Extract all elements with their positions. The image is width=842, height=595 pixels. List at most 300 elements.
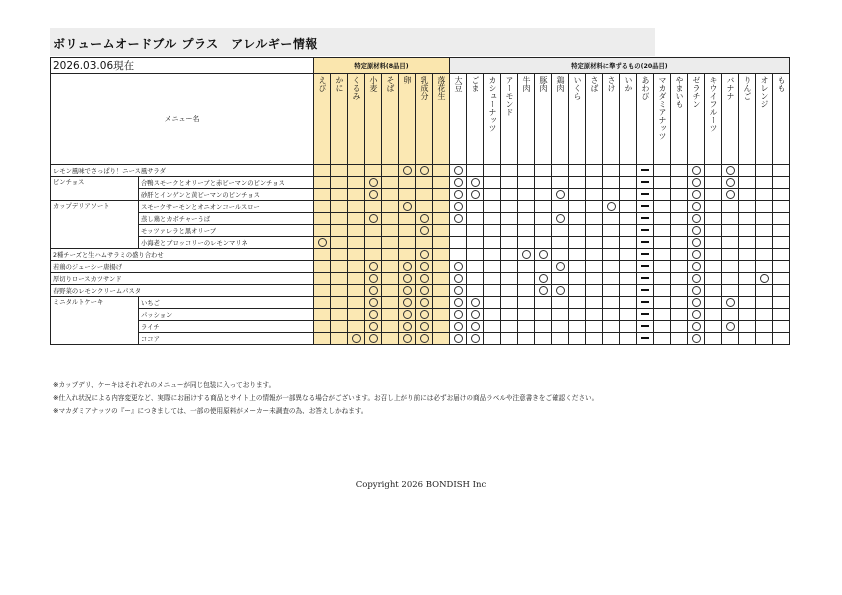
allergen-cell bbox=[450, 165, 467, 177]
allergen-cell bbox=[552, 261, 569, 273]
allergen-cell bbox=[688, 225, 705, 237]
allergen-cell bbox=[756, 237, 773, 249]
allergen-cell bbox=[518, 273, 535, 285]
table-row bbox=[51, 261, 790, 273]
allergen-label: やまいも bbox=[675, 76, 684, 108]
allergen-cell bbox=[314, 165, 331, 177]
allergen-cell bbox=[348, 273, 365, 285]
allergen-cell bbox=[552, 225, 569, 237]
contains-circle-icon bbox=[539, 250, 548, 259]
contains-circle-icon bbox=[454, 310, 463, 319]
allergen-label: 落花生 bbox=[437, 76, 446, 100]
allergen-cell bbox=[620, 177, 637, 189]
allergen-cell bbox=[467, 177, 484, 189]
allergen-cell bbox=[331, 273, 348, 285]
allergen-cell bbox=[671, 249, 688, 261]
allergen-cell bbox=[620, 249, 637, 261]
allergen-header bbox=[467, 74, 484, 165]
allergen-cell bbox=[654, 285, 671, 297]
menu-item: 蒸し鶏とカボチャーうば bbox=[139, 213, 314, 225]
contains-circle-icon bbox=[471, 310, 480, 319]
copyright: Copyright 2026 BONDISH Inc bbox=[355, 480, 487, 490]
allergen-cell bbox=[739, 249, 756, 261]
contains-circle-icon bbox=[692, 166, 701, 175]
allergen-cell bbox=[501, 177, 518, 189]
allergen-cell bbox=[467, 309, 484, 321]
allergen-cell bbox=[365, 273, 382, 285]
contains-circle-icon bbox=[420, 298, 429, 307]
allergen-cell bbox=[705, 309, 722, 321]
allergen-cell bbox=[637, 225, 654, 237]
allergen-cell bbox=[501, 213, 518, 225]
contains-circle-icon bbox=[454, 274, 463, 283]
contains-circle-icon bbox=[369, 190, 378, 199]
allergen-header bbox=[671, 74, 688, 165]
allergen-cell bbox=[739, 297, 756, 309]
contains-circle-icon bbox=[454, 298, 463, 307]
allergen-cell bbox=[688, 213, 705, 225]
allergen-cell bbox=[756, 225, 773, 237]
allergen-cell bbox=[416, 249, 433, 261]
allergen-cell bbox=[450, 189, 467, 201]
allergen-cell bbox=[399, 165, 416, 177]
allergen-cell bbox=[654, 273, 671, 285]
contains-circle-icon bbox=[420, 166, 429, 175]
menu-item: 砂肝とインゲンと黄ピーマンのピンチョス bbox=[139, 189, 314, 201]
allergen-cell bbox=[399, 297, 416, 309]
allergen-cell bbox=[450, 213, 467, 225]
contains-circle-icon bbox=[420, 334, 429, 343]
allergen-cell bbox=[450, 285, 467, 297]
allergen-label: ごま bbox=[471, 76, 480, 92]
allergen-cell bbox=[586, 249, 603, 261]
allergen-cell bbox=[450, 177, 467, 189]
contains-circle-icon bbox=[471, 178, 480, 187]
allergen-cell bbox=[552, 213, 569, 225]
allergen-cell bbox=[620, 333, 637, 345]
allergen-cell bbox=[654, 249, 671, 261]
allergen-cell bbox=[586, 297, 603, 309]
allergen-label: いくら bbox=[573, 76, 582, 100]
allergen-cell bbox=[654, 237, 671, 249]
allergen-cell bbox=[756, 285, 773, 297]
contains-circle-icon bbox=[607, 202, 616, 211]
menu-item: スモークサーモンとオニオンコールスロー bbox=[139, 201, 314, 213]
allergen-cell bbox=[501, 189, 518, 201]
allergen-cell bbox=[365, 297, 382, 309]
menu-name-header: メニュー名 bbox=[51, 74, 314, 165]
allergen-cell bbox=[603, 309, 620, 321]
allergen-cell bbox=[467, 249, 484, 261]
allergen-cell bbox=[382, 297, 399, 309]
contains-circle-icon bbox=[369, 286, 378, 295]
allergen-cell bbox=[314, 273, 331, 285]
allergen-cell bbox=[586, 225, 603, 237]
allergen-cell bbox=[603, 165, 620, 177]
allergen-label: えび bbox=[318, 76, 327, 92]
contains-circle-icon bbox=[556, 214, 565, 223]
allergen-cell bbox=[671, 309, 688, 321]
allergen-cell bbox=[348, 213, 365, 225]
note-line: ※マカダミアナッツの『ー』につきましては、一部の使用原料がメーカー未調査の為、お答えしかねます。 bbox=[53, 407, 368, 415]
menu-item: いちご bbox=[139, 297, 314, 309]
allergen-cell bbox=[603, 177, 620, 189]
allergen-cell bbox=[637, 321, 654, 333]
allergen-cell bbox=[722, 225, 739, 237]
contains-circle-icon bbox=[692, 310, 701, 319]
allergen-cell bbox=[518, 201, 535, 213]
allergen-cell bbox=[399, 213, 416, 225]
contains-circle-icon bbox=[726, 178, 735, 187]
allergen-cell bbox=[620, 309, 637, 321]
allergen-cell bbox=[756, 309, 773, 321]
allergen-cell bbox=[671, 177, 688, 189]
allergen-cell bbox=[637, 261, 654, 273]
unknown-dash bbox=[641, 205, 649, 207]
allergen-cell bbox=[603, 285, 620, 297]
allergen-cell bbox=[416, 321, 433, 333]
allergen-cell bbox=[484, 273, 501, 285]
contains-circle-icon bbox=[369, 214, 378, 223]
allergen-cell bbox=[722, 273, 739, 285]
allergen-cell bbox=[552, 297, 569, 309]
allergen-label: もも bbox=[777, 76, 786, 92]
allergen-cell bbox=[484, 333, 501, 345]
allergen-cell bbox=[637, 249, 654, 261]
allergen-cell bbox=[484, 261, 501, 273]
unknown-dash bbox=[641, 277, 649, 279]
allergen-label: くるみ bbox=[352, 76, 361, 100]
allergen-header bbox=[433, 74, 450, 165]
allergen-cell bbox=[671, 333, 688, 345]
allergen-cell bbox=[416, 261, 433, 273]
allergen-cell bbox=[450, 225, 467, 237]
contains-circle-icon bbox=[471, 298, 480, 307]
allergen-cell bbox=[416, 189, 433, 201]
contains-circle-icon bbox=[692, 214, 701, 223]
menu-name: 2種チーズと生ハムサラミの盛り合わせ bbox=[51, 249, 314, 261]
unknown-dash bbox=[641, 301, 649, 303]
menu-category: ミニタルトケーキ bbox=[51, 297, 139, 345]
allergen-cell bbox=[773, 177, 790, 189]
allergen-cell bbox=[773, 213, 790, 225]
contains-circle-icon bbox=[420, 226, 429, 235]
allergen-cell bbox=[484, 285, 501, 297]
allergen-header bbox=[382, 74, 399, 165]
allergen-cell bbox=[586, 177, 603, 189]
allergen-cell bbox=[569, 177, 586, 189]
allergen-cell bbox=[552, 321, 569, 333]
allergen-cell bbox=[518, 213, 535, 225]
allergen-cell bbox=[637, 297, 654, 309]
allergen-cell bbox=[382, 165, 399, 177]
unknown-dash bbox=[641, 253, 649, 255]
allergen-cell bbox=[637, 309, 654, 321]
allergen-cell bbox=[620, 213, 637, 225]
contains-circle-icon bbox=[692, 274, 701, 283]
contains-circle-icon bbox=[471, 322, 480, 331]
allergen-cell bbox=[603, 201, 620, 213]
allergen-cell bbox=[535, 201, 552, 213]
allergen-cell bbox=[552, 201, 569, 213]
menu-category: ピンチョス bbox=[51, 177, 139, 201]
allergen-cell bbox=[620, 297, 637, 309]
allergen-cell bbox=[603, 249, 620, 261]
table-row bbox=[51, 189, 790, 201]
contains-circle-icon bbox=[454, 178, 463, 187]
allergen-cell bbox=[671, 189, 688, 201]
allergen-cell bbox=[416, 309, 433, 321]
allergen-cell bbox=[416, 297, 433, 309]
allergen-cell bbox=[739, 177, 756, 189]
allergen-cell bbox=[348, 189, 365, 201]
allergen-cell bbox=[603, 237, 620, 249]
allergen-cell bbox=[382, 285, 399, 297]
notes bbox=[53, 379, 598, 418]
allergen-cell bbox=[722, 285, 739, 297]
table-row bbox=[51, 309, 790, 321]
allergen-cell bbox=[450, 237, 467, 249]
contains-circle-icon bbox=[760, 274, 769, 283]
allergen-cell bbox=[348, 297, 365, 309]
note-line: ※仕入れ状況による内容変更など、実際にお届けする商品とサイト上の情報が一部異なる場合がございます。お召し上がり前には必ずお届けの商品ラベルや注意書きをご確認ください。 bbox=[53, 394, 599, 402]
allergen-label: アーモンド bbox=[505, 76, 514, 116]
allergen-cell bbox=[705, 273, 722, 285]
allergen-cell bbox=[501, 165, 518, 177]
allergen-cell bbox=[637, 333, 654, 345]
contains-circle-icon bbox=[403, 166, 412, 175]
allergen-cell bbox=[722, 237, 739, 249]
allergen-cell bbox=[433, 249, 450, 261]
allergen-cell bbox=[467, 261, 484, 273]
contains-circle-icon bbox=[556, 262, 565, 271]
allergen-cell bbox=[722, 297, 739, 309]
allergen-cell bbox=[705, 225, 722, 237]
allergen-cell bbox=[331, 333, 348, 345]
allergen-cell bbox=[416, 177, 433, 189]
allergen-cell bbox=[654, 189, 671, 201]
contains-circle-icon bbox=[420, 310, 429, 319]
allergen-cell bbox=[382, 333, 399, 345]
allergen-cell bbox=[399, 189, 416, 201]
allergen-cell bbox=[756, 297, 773, 309]
allergen-cell bbox=[671, 285, 688, 297]
allergen-cell bbox=[535, 225, 552, 237]
allergen-cell bbox=[416, 165, 433, 177]
allergen-cell bbox=[518, 189, 535, 201]
allergen-cell bbox=[671, 201, 688, 213]
allergen-cell bbox=[705, 189, 722, 201]
allergen-cell bbox=[603, 273, 620, 285]
allergen-cell bbox=[586, 237, 603, 249]
allergen-cell bbox=[535, 177, 552, 189]
allergen-cell bbox=[722, 249, 739, 261]
allergen-cell bbox=[705, 213, 722, 225]
allergen-header bbox=[501, 74, 518, 165]
contains-circle-icon bbox=[692, 262, 701, 271]
contains-circle-icon bbox=[726, 166, 735, 175]
allergen-cell bbox=[433, 333, 450, 345]
contains-circle-icon bbox=[420, 250, 429, 259]
menu-item: 小海老とブロッコリーのレモンマリネ bbox=[139, 237, 314, 249]
allergen-label: さば bbox=[590, 76, 599, 92]
allergen-cell bbox=[348, 261, 365, 273]
allergen-cell bbox=[654, 177, 671, 189]
allergen-cell bbox=[773, 189, 790, 201]
allergen-label: バナナ bbox=[726, 76, 735, 100]
allergen-cell bbox=[620, 261, 637, 273]
allergen-cell bbox=[756, 201, 773, 213]
allergen-cell bbox=[552, 177, 569, 189]
allergen-cell bbox=[501, 321, 518, 333]
contains-circle-icon bbox=[692, 202, 701, 211]
date-stamp: 2026.03.06現在 bbox=[51, 58, 314, 74]
allergen-label: マカダミアナッツ bbox=[658, 76, 667, 140]
allergen-cell bbox=[603, 321, 620, 333]
allergen-cell bbox=[467, 201, 484, 213]
allergen-cell bbox=[365, 249, 382, 261]
allergen-cell bbox=[620, 225, 637, 237]
allergen-cell bbox=[620, 273, 637, 285]
contains-circle-icon bbox=[726, 190, 735, 199]
contains-circle-icon bbox=[318, 238, 327, 247]
allergen-cell bbox=[552, 237, 569, 249]
allergen-cell bbox=[586, 273, 603, 285]
allergen-cell bbox=[365, 189, 382, 201]
allergen-cell bbox=[705, 297, 722, 309]
menu-name: レモン風味でさっぱり！ニース風サラダ bbox=[51, 165, 314, 177]
unknown-dash bbox=[641, 229, 649, 231]
allergen-cell bbox=[450, 201, 467, 213]
allergen-cell bbox=[773, 309, 790, 321]
menu-name: 厚切りロースカツサンド bbox=[51, 273, 314, 285]
contains-circle-icon bbox=[420, 274, 429, 283]
allergen-cell bbox=[348, 321, 365, 333]
allergen-cell bbox=[314, 261, 331, 273]
allergen-cell bbox=[518, 309, 535, 321]
allergen-cell bbox=[535, 237, 552, 249]
allergen-cell bbox=[382, 273, 399, 285]
contains-circle-icon bbox=[420, 262, 429, 271]
allergen-cell bbox=[535, 249, 552, 261]
allergen-cell bbox=[586, 165, 603, 177]
allergen-cell bbox=[535, 309, 552, 321]
allergen-cell bbox=[399, 225, 416, 237]
allergen-header bbox=[603, 74, 620, 165]
allergen-cell bbox=[348, 309, 365, 321]
allergen-cell bbox=[569, 297, 586, 309]
allergen-cell bbox=[331, 285, 348, 297]
contains-circle-icon bbox=[369, 178, 378, 187]
allergen-cell bbox=[756, 273, 773, 285]
allergen-cell bbox=[756, 165, 773, 177]
allergen-cell bbox=[552, 333, 569, 345]
contains-circle-icon bbox=[726, 298, 735, 307]
allergen-cell bbox=[705, 249, 722, 261]
contains-circle-icon bbox=[352, 334, 361, 343]
allergen-cell bbox=[399, 249, 416, 261]
allergen-cell bbox=[620, 201, 637, 213]
allergen-cell bbox=[739, 309, 756, 321]
allergen-cell bbox=[756, 213, 773, 225]
contains-circle-icon bbox=[692, 226, 701, 235]
allergen-cell bbox=[688, 333, 705, 345]
allergen-cell bbox=[535, 321, 552, 333]
allergen-cell bbox=[552, 285, 569, 297]
table-row bbox=[51, 333, 790, 345]
allergen-cell bbox=[688, 273, 705, 285]
allergen-cell bbox=[365, 261, 382, 273]
allergen-cell bbox=[331, 321, 348, 333]
allergen-cell bbox=[773, 333, 790, 345]
allergen-cell bbox=[433, 297, 450, 309]
allergen-cell bbox=[450, 321, 467, 333]
contains-circle-icon bbox=[454, 214, 463, 223]
allergen-cell bbox=[773, 261, 790, 273]
allergen-label: 鶏肉 bbox=[556, 76, 565, 92]
table-row bbox=[51, 297, 790, 309]
allergen-cell bbox=[620, 285, 637, 297]
allergen-cell bbox=[501, 237, 518, 249]
contains-circle-icon bbox=[454, 322, 463, 331]
allergen-cell bbox=[518, 225, 535, 237]
allergen-cell bbox=[654, 321, 671, 333]
contains-circle-icon bbox=[692, 286, 701, 295]
page-title: ボリュームオードブル プラス アレルギー情報 bbox=[53, 37, 318, 51]
allergen-cell bbox=[416, 213, 433, 225]
allergen-cell bbox=[433, 201, 450, 213]
allergen-cell bbox=[382, 201, 399, 213]
allergen-cell bbox=[637, 201, 654, 213]
allergy-table bbox=[50, 57, 790, 345]
allergen-cell bbox=[331, 189, 348, 201]
allergen-label: 卵 bbox=[403, 76, 412, 84]
contains-circle-icon bbox=[420, 286, 429, 295]
allergen-cell bbox=[365, 213, 382, 225]
allergen-cell bbox=[314, 189, 331, 201]
contains-circle-icon bbox=[692, 322, 701, 331]
allergen-cell bbox=[569, 225, 586, 237]
allergen-cell bbox=[535, 189, 552, 201]
allergen-label: 豚肉 bbox=[539, 76, 548, 92]
allergen-cell bbox=[569, 237, 586, 249]
allergen-cell bbox=[331, 297, 348, 309]
allergen-header bbox=[569, 74, 586, 165]
allergen-cell bbox=[331, 177, 348, 189]
allergen-cell bbox=[365, 201, 382, 213]
allergen-header bbox=[484, 74, 501, 165]
contains-circle-icon bbox=[692, 250, 701, 259]
allergen-cell bbox=[365, 177, 382, 189]
allergen-cell bbox=[671, 297, 688, 309]
allergen-cell bbox=[518, 297, 535, 309]
allergen-cell bbox=[365, 225, 382, 237]
allergen-cell bbox=[365, 285, 382, 297]
allergen-cell bbox=[501, 249, 518, 261]
allergen-cell bbox=[722, 177, 739, 189]
allergen-cell bbox=[314, 285, 331, 297]
group-20-header: 特定原材料に準ずるもの(20品目) bbox=[450, 58, 790, 74]
allergen-cell bbox=[416, 273, 433, 285]
allergen-cell bbox=[501, 285, 518, 297]
allergen-label: あわび bbox=[641, 76, 650, 100]
allergen-cell bbox=[671, 273, 688, 285]
table-row bbox=[51, 249, 790, 261]
allergen-cell bbox=[518, 285, 535, 297]
allergen-label: 大豆 bbox=[454, 76, 463, 92]
menu-item: モッツァレラと黒オリーブ bbox=[139, 225, 314, 237]
allergen-cell bbox=[433, 213, 450, 225]
